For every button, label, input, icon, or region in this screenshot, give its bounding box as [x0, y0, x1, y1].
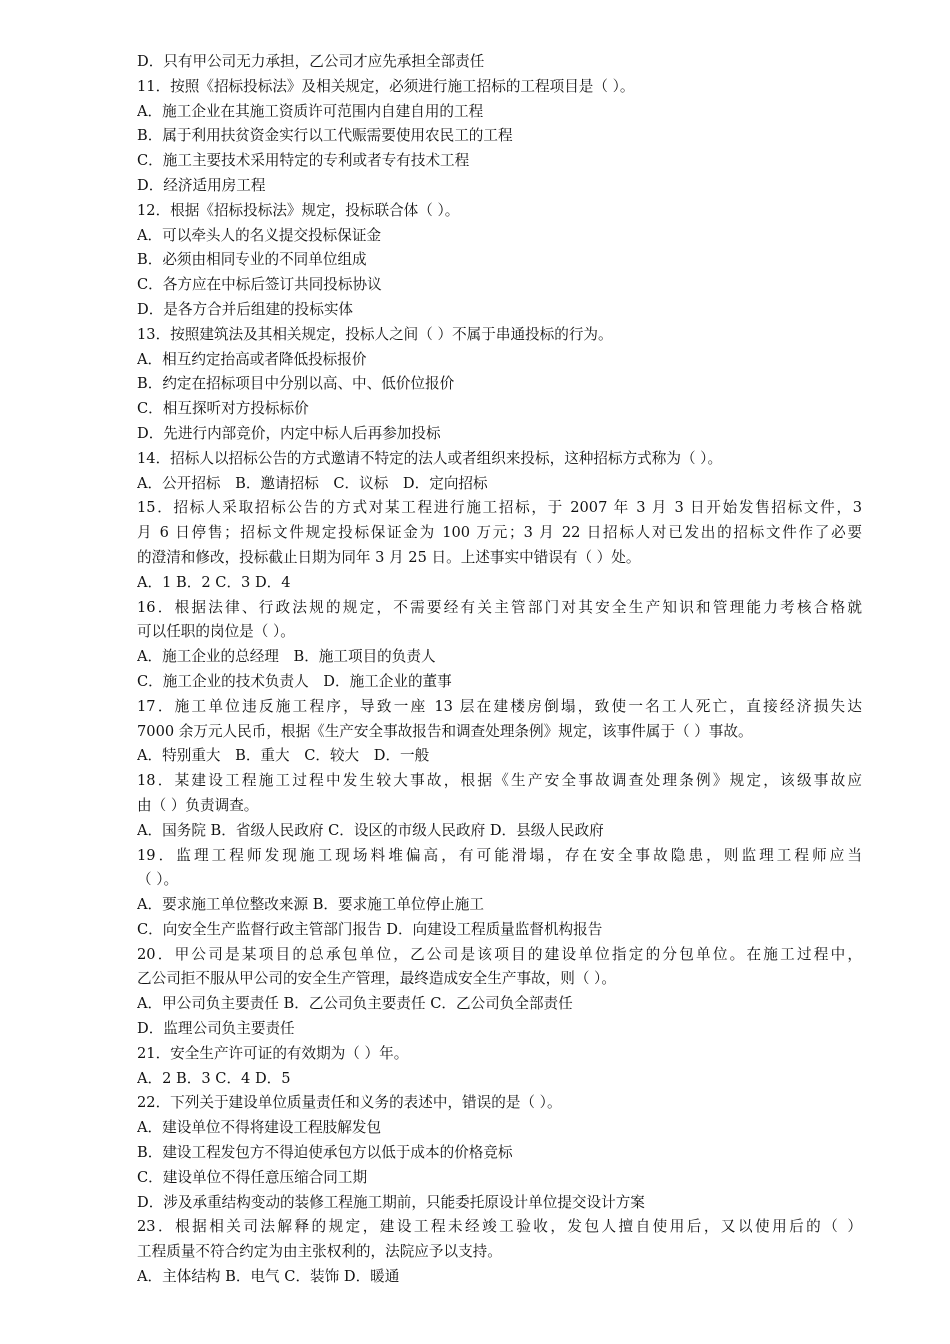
text-line: B．属于利用扶贫资金实行以工代赈需要使用农民工的工程	[137, 127, 513, 145]
text-line: A．甲公司负主要责任 B．乙公司负主要责任 C．乙公司负全部责任	[137, 995, 573, 1013]
text-line: 12．根据《招标投标法》规定，投标联合体（ ）。	[137, 201, 460, 219]
text-line: 可以任职的岗位是（ ）。	[137, 623, 295, 641]
text-line: A．1 B．2 C．3 D．4	[137, 573, 291, 591]
text-line: C．各方应在中标后签订共同投标协议	[137, 276, 382, 294]
text-line: A．公开招标 B．邀请招标 C．议标 D．定向招标	[137, 474, 488, 492]
text-line: A．可以牵头人的名义提交投标保证金	[137, 226, 382, 244]
text-line: C．施工主要技术采用特定的专利或者专有技术工程	[137, 152, 470, 170]
text-line: D．只有甲公司无力承担，乙公司才应先承担全部责任	[137, 53, 485, 70]
text-line: B．约定在招标项目中分别以高、中、低价位报价	[137, 375, 455, 393]
text-line: 16．根据法律、行政法规的规定，不需要经有关主管部门对其安全生产知识和管理能力考核合格就	[137, 598, 862, 616]
text-line: 乙公司拒不服从甲公司的安全生产管理，最终造成安全生产事故，则（ ）。	[137, 970, 616, 988]
text-line: 月 6 日停售；招标文件规定投标保证金为 100 万元；3 月 22 日招标人对已发出的招标文件作了必要	[137, 524, 862, 542]
text-line: A．特别重大 B．重大 C．较大 D．一般	[137, 747, 430, 765]
text-line: 20．甲公司是某项目的总承包单位，乙公司是该项目的建设单位指定的分包单位。在施工过程中，	[137, 945, 862, 963]
text-line: 11．按照《招标投标法》及相关规定，必须进行施工招标的工程项目是（ ）。	[137, 77, 635, 95]
text-line: A．相互约定抬高或者降低投标报价	[137, 350, 367, 368]
text-line: C．相互探听对方投标标价	[137, 400, 309, 418]
text-line: B．建设工程发包方不得迫使承包方以低于成本的价格竞标	[137, 1144, 513, 1162]
text-line: D．经济适用房工程	[137, 176, 266, 194]
text-line: 13．按照建筑法及其相关规定，投标人之间（ ）不属于串通投标的行为。	[137, 325, 613, 343]
text-line: D．先进行内部竞价，内定中标人后再参加投标	[137, 424, 441, 442]
text-line: 14．招标人以招标公告的方式邀请不特定的法人或者组织来投标，这种招标方式称为（ ）。	[137, 449, 723, 467]
text-line: 的澄清和修改，投标截止日期为同年 3 月 25 日。上述事实中错误有（ ）处。	[137, 548, 641, 566]
text-line: D．监理公司负主要责任	[137, 1020, 295, 1038]
text-line: C．向安全生产监督行政主管部门报告 D．向建设工程质量监督机构报告	[137, 920, 603, 938]
text-line: A．国务院 B．省级人民政府 C．设区的市级人民政府 D．县级人民政府	[137, 821, 604, 839]
text-line: B．必须由相同专业的不同单位组成	[137, 251, 367, 269]
text-line: D．涉及承重结构变动的装修工程施工期前，只能委托原设计单位提交设计方案	[137, 1193, 645, 1211]
text-line: A．要求施工单位整改来源 B．要求施工单位停止施工	[137, 896, 484, 914]
text-line: A．施工企业的总经理 B．施工项目的负责人	[137, 648, 436, 666]
text-line: C．施工企业的技术负责人 D．施工企业的董事	[137, 672, 452, 690]
text-line: 7000 余万元人民币，根据《生产安全事故报告和调查处理条例》规定，该事件属于（ ）事故。	[137, 722, 753, 740]
text-line: C．建设单位不得任意压缩合同工期	[137, 1168, 368, 1186]
text-line: 15．招标人采取招标公告的方式对某工程进行施工招标，于 2007 年 3 月 3 日开始发售招标文件，3	[137, 499, 862, 517]
document-page	[137, 50, 862, 1290]
text-line: 17．施工单位违反施工程序，导致一座 13 层在建楼房倒塌，致使一名工人死亡，直接经济损失达	[137, 697, 862, 715]
text-line: A．建设单位不得将建设工程肢解发包	[137, 1119, 382, 1137]
text-line: 21．安全生产许可证的有效期为（ ）年。	[137, 1044, 409, 1062]
text-line: 工程质量不符合约定为由主张权利的，法院应予以支持。	[137, 1243, 502, 1261]
text-line: A．2 B．3 C．4 D．5	[137, 1069, 291, 1087]
text-line: 由（ ）负责调查。	[137, 796, 259, 814]
text-line: 22．下列关于建设单位质量责任和义务的表述中，错误的是（ ）。	[137, 1094, 562, 1112]
text-line: （ ）。	[137, 871, 179, 889]
text-line: D．是各方合并后组建的投标实体	[137, 300, 354, 318]
text-line: A．主体结构 B．电气 C．装饰 D．暖通	[137, 1268, 400, 1286]
text-line: 23．根据相关司法解释的规定，建设工程未经竣工验收，发包人擅自使用后，又以使用后的（ ）	[137, 1218, 862, 1236]
text-line: 19．监理工程师发现施工现场料堆偏高，有可能滑塌，存在安全事故隐患，则监理工程师应当	[137, 846, 862, 864]
text-line: A．施工企业在其施工资质许可范围内自建自用的工程	[137, 102, 484, 120]
text-line: 18．某建设工程施工过程中发生较大事故，根据《生产安全事故调查处理条例》规定，该级事故应	[137, 772, 862, 790]
